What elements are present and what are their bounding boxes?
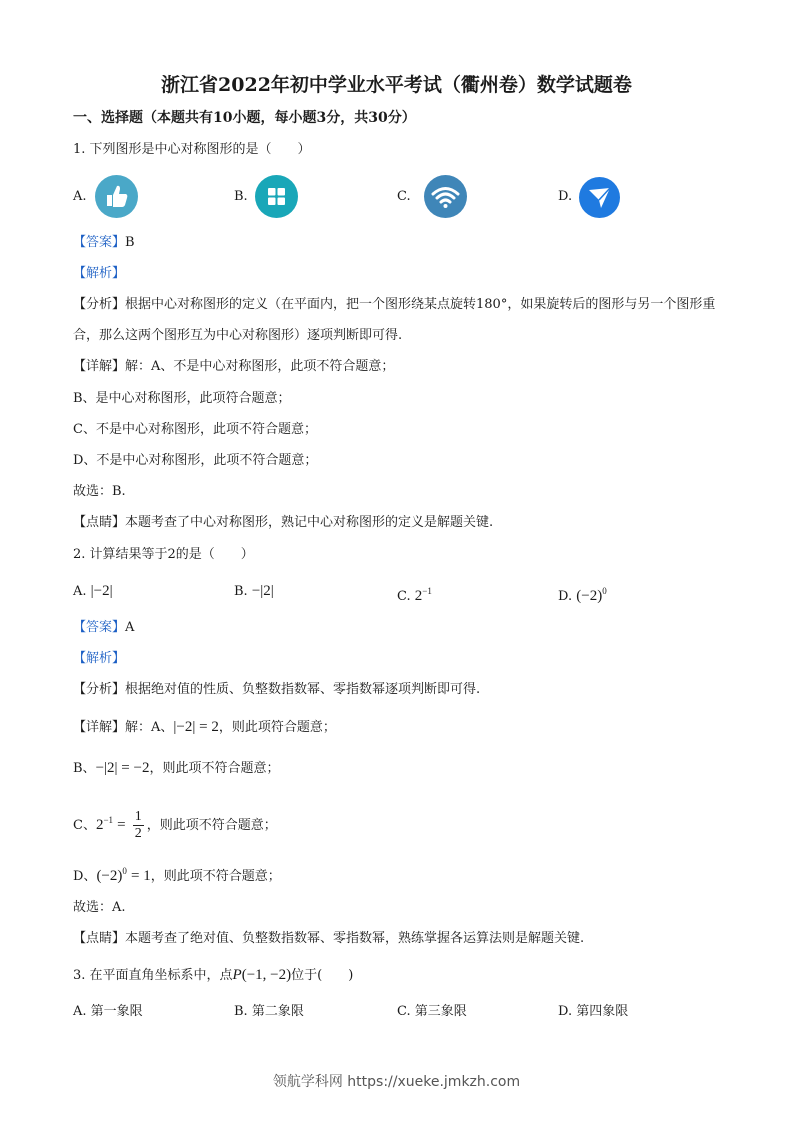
q2-option-c-expr <box>415 588 432 604</box>
q2-detail-a-expr: |−2| = 2 <box>173 719 219 735</box>
q2-stem: 2. 计算结果等于2的是（ ） <box>73 547 254 562</box>
q2-detail-c <box>73 803 277 843</box>
q3-stem-suffix: 位于( ) <box>291 968 354 983</box>
q2-detail-c-numerator: 1 <box>134 809 142 824</box>
q2-detail-c-power <box>96 817 113 833</box>
q2-option-a-expr: |−2| <box>90 583 113 599</box>
q1-detail-label: 【详解】 <box>73 359 126 374</box>
q2-detail-d-power <box>96 868 126 884</box>
q1-answer <box>73 234 135 252</box>
q2-detail-d-base: (−2) <box>96 868 123 884</box>
q1-analysis-text: 根据中心对称图形的定义（在平面内，把一个图形绕某点旋转180°，如果旋转后的图形与另一个图形重合，那么这两个图形互为中心对称图形）逐项判断即可得. <box>73 297 716 343</box>
q2-detail-b <box>73 759 279 778</box>
q3-option-c: C. 第三象限 <box>397 1004 467 1019</box>
q2-answer-value: A <box>125 620 135 635</box>
q2-answer <box>73 619 134 637</box>
q2-choice: 故选：A. <box>73 900 126 915</box>
section-heading: 一、选择题（本题共有10小题，每小题3分，共30分） <box>73 110 416 126</box>
q2-option-c-base: 2 <box>414 588 423 604</box>
q3-option-d: D. 第四象限 <box>558 1004 629 1019</box>
q2-analysis-tag: 【解析】 <box>73 651 126 666</box>
q2-option-c <box>397 582 432 606</box>
q3-stem <box>73 966 353 985</box>
q2-option-a <box>73 582 113 601</box>
q2-option-d-base: (−2) <box>576 588 603 604</box>
q2-detail-c-exp: −1 <box>103 815 114 825</box>
q3-option-a: A. 第一象限 <box>73 1004 143 1019</box>
paper-plane-icon <box>579 177 620 218</box>
q2-detail-a-prefix: 解：A、 <box>125 720 174 735</box>
q2-detail-c-suffix: ，则此项不符合题意； <box>146 818 277 833</box>
q1-comment-text: 本题考查了中心对称图形，熟记中心对称图形的定义是解题关键. <box>125 515 494 530</box>
q2-option-d-exp: 0 <box>602 586 607 596</box>
q1-analysis <box>73 289 723 351</box>
q2-detail-a-suffix: ，则此项符合题意； <box>218 720 336 735</box>
q1-detail-line: B、是中心对称图形，此项符合题意； <box>73 391 291 406</box>
q2-analysis-label: 【分析】 <box>73 682 126 697</box>
q2-detail-d-exp: 0 <box>122 866 127 876</box>
q1-comment-label: 【点睛】 <box>73 515 126 530</box>
q2-analysis-text: 根据绝对值的性质、负整数指数幂、零指数幂逐项判断即可得. <box>125 682 481 697</box>
q1-comment <box>73 514 493 532</box>
q1-detail-line: D、不是中心对称图形，此项不符合题意； <box>73 453 318 468</box>
q2-comment-text: 本题考查了绝对值、负整数指数幂、零指数幂，熟练掌握各运算法则是解题关键. <box>125 931 585 946</box>
q2-analysis <box>73 681 480 699</box>
q3-option-b: B. 第二象限 <box>234 1004 304 1019</box>
q2-option-c-exp: −1 <box>422 586 432 596</box>
thumbs-up-icon <box>95 175 138 218</box>
q2-detail-d <box>73 862 281 886</box>
q1-option-a-label: A. <box>73 189 87 204</box>
q2-option-d <box>558 582 607 606</box>
q2-detail-d-eq: = 1 <box>131 868 151 884</box>
q2-option-b-label: B. <box>234 584 248 599</box>
q2-comment-label: 【点睛】 <box>73 931 126 946</box>
q1-detail <box>73 358 394 376</box>
q2-detail-b-expr: −|2| = −2 <box>95 760 150 776</box>
q1-detail-line: 解：A、不是中心对称图形，此项不符合题意； <box>125 359 395 374</box>
q1-stem: 1. 下列图形是中心对称图形的是（ ） <box>73 142 311 157</box>
q2-option-d-label: D. <box>558 589 573 604</box>
q2-detail-c-denominator: 2 <box>134 826 142 841</box>
q2-detail-a <box>73 718 336 737</box>
q2-option-a-label: A. <box>73 584 87 599</box>
q3-point-coord: (−1, −2) <box>241 967 292 983</box>
q1-choice: 故选：B. <box>73 484 126 499</box>
q3-stem-prefix: 3. 在平面直角坐标系中，点 <box>73 968 233 983</box>
q1-detail-line: C、不是中心对称图形，此项不符合题意； <box>73 422 317 437</box>
q2-detail-d-prefix: D、 <box>73 869 97 884</box>
q1-option-b-label: B. <box>234 189 248 204</box>
q1-option-d-label: D. <box>558 189 573 204</box>
q2-option-b-expr: −|2| <box>251 583 274 599</box>
q2-detail-d-suffix: ，则此项不符合题意； <box>150 869 281 884</box>
q2-detail-b-prefix: B、 <box>73 761 96 776</box>
q2-detail-c-eq: = <box>117 817 126 833</box>
q2-detail-c-base: 2 <box>95 817 104 833</box>
q2-detail-c-prefix: C、 <box>73 818 96 833</box>
q2-comment <box>73 930 584 948</box>
windows-grid-icon <box>255 175 298 218</box>
q1-analysis-tag: 【解析】 <box>73 266 126 281</box>
q2-answer-tag: 【答案】 <box>73 620 126 635</box>
q2-option-c-label: C. <box>397 589 411 604</box>
q2-detail-label: 【详解】 <box>73 720 126 735</box>
q2-option-d-expr <box>576 588 606 604</box>
q2-detail-c-fraction <box>133 809 144 842</box>
page-title: 浙江省2022年初中学业水平考试（衢州卷）数学试题卷 <box>161 74 632 96</box>
q1-analysis-label: 【分析】 <box>73 297 126 312</box>
q1-option-c-label: C. <box>397 189 411 204</box>
footer-watermark: 领航学科网 https://xueke.jmkzh.com <box>272 1074 521 1090</box>
q2-option-b <box>234 582 274 601</box>
q1-answer-tag: 【答案】 <box>73 235 126 250</box>
wifi-icon <box>424 175 467 218</box>
q2-detail-b-suffix: ，则此项不符合题意； <box>149 761 280 776</box>
q3-point-label: P <box>232 967 242 983</box>
q1-answer-value: B <box>125 235 135 250</box>
